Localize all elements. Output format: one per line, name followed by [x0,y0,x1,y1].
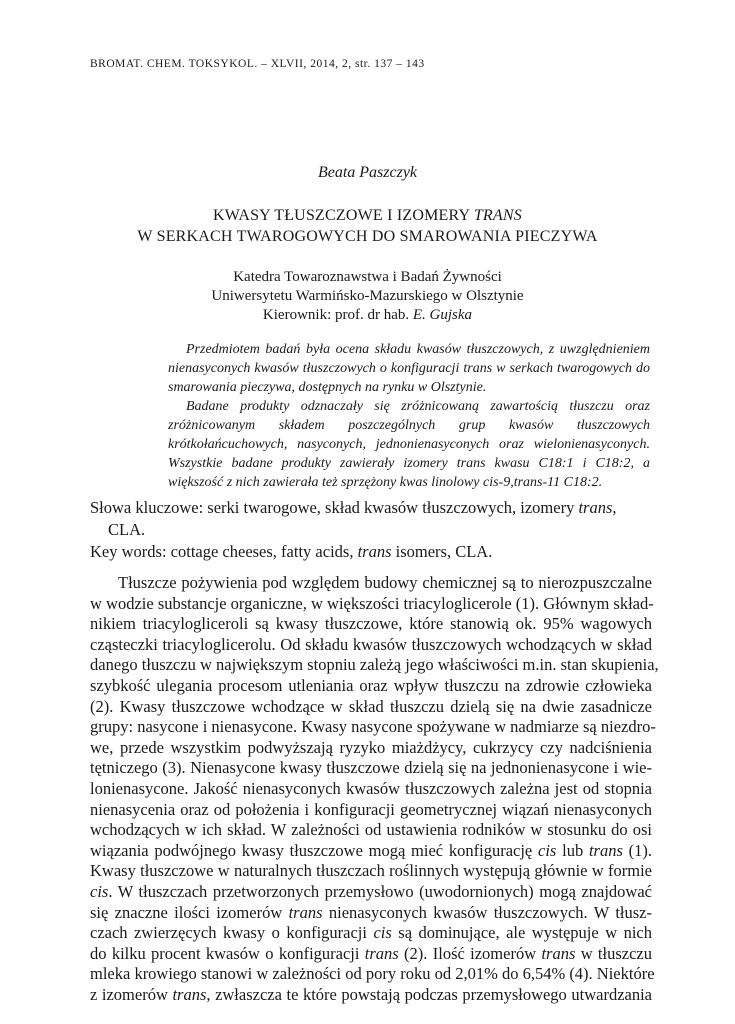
keywords-english: Key words: cottage cheeses, fatty acids, trans isomers, CLA. [90,542,493,561]
affiliation-department: Katedra Towaroznawstwa i Badań Żywności [233,269,502,285]
article-title [60,205,675,247]
text-line: nienasycenia oraz od położenia i konfiguracji geometrycznej wiązań nienasyconych [90,799,652,819]
text-line: grupy: nasycone i nienasycone. Kwasy nasycone spożywane w nadmiarze są niezdro- [90,717,656,737]
text-line: do kilku procent kwasów o konfiguracji trans (2). Ilość izomerów trans w tłuszczu [90,943,652,963]
text-line: cis. W tłuszczach przetworzonych przemysłowo (uwodornionych) mogą znajdować [90,881,652,901]
keywords-polish: Słowa kluczowe: serki twarogowe, skład kwasów tłuszczowych, izomery trans, CLA. [90,498,617,539]
affiliation-university: Uniwersytetu Warmińsko-Mazurskiego w Olsztynie [211,288,524,304]
abstract-paragraph: Przedmiotem badań była ocena składu kwasów tłuszczowych, z uwzględnieniem nienasyconych kwasów tłuszczowych o konfiguracji trans w serkach twarogowych do smarowania pieczywa, dostępnych na rynku w Olsztynie. [168,342,650,395]
text-line: danego tłuszczu w największym stopniu zależą jego właściwości m.in. stan skupienia, [90,655,659,675]
text-line: mleka krowiego stanowi w zależności od pory roku od 2,01% do 6,54% (4). Niektóre [90,964,655,984]
affiliation [0,268,735,325]
text-line: wchodzących w ich skład. W zależności od ustawienia rodników w stosunku do osi [90,820,652,840]
text-line: wiązania podwójnego kwasy tłuszczowe mogą mieć konfigurację cis lub trans (1). [90,840,653,860]
text-line: (2). Kwasy tłuszczowe wchodzące w skład tłuszczu dzielą się na dwie zasadnicze [90,696,652,716]
text-line: się znaczne ilości izomerów trans nienasyconych kwasów tłuszczowych. W tłusz- [90,902,652,922]
text-line: cząsteczki triacyloglicerolu. Od składu kwasów tłuszczowych wchodzących w skład [90,634,652,654]
affiliation-head: Kierownik: prof. dr hab. E. Gujska [262,307,473,323]
text-line: czach zwierzęcych kwasy o konfiguracji cis są dominujące, ale występuje w nich [90,923,652,943]
title-line-2: W SERKACH TWAROGOWYCH DO SMAROWANIA PIECZYWA [137,228,598,245]
text-line: tętniczego (3). Nienasycone kwasy tłuszczowe dzielą się na jednonienasycone i wie- [90,758,652,778]
abstract-paragraph: Badane produkty odznaczały się zróżnicowaną zawartością tłuszczu oraz zróżnicowanym składem poszczególnych grup kwasów tłuszczowych krótkołańcuchowych, nasyconych, jednonienasyconych oraz wielonienasyconych. Wszystkie badane produkty zawierały izomery trans kwasu C18:1 i C18:2, a większość z nich zawierała też sprzężony kwas linolowy cis-9,trans-11 C18:2. [168,399,650,490]
text-line: lonienasycone. Jakość nienasyconych kwasów tłuszczowych zależna jest od stopnia [90,778,652,798]
abstract [168,340,650,492]
text-line: Tłuszcze pożywienia pod względem budowy chemicznej są to nierozpuszczalne [118,573,652,592]
keywords [90,497,652,563]
text-line: w wodzie substancje organiczne, w większości triacyloglicerole (1). Głównym skład- [90,593,654,613]
body-paragraph [90,573,659,1005]
author-name: Beata Paszczyk [317,164,418,181]
text-line: szybkość ulegania procesom utleniania oraz wpływ tłuszczu na zdrowie człowieka [90,675,652,695]
text-line: Kwasy tłuszczowe w naturalnych tłuszczach roślinnych występują głównie w formie [90,861,652,881]
running-head: BROMAT. CHEM. TOKSYKOL. – XLVII, 2014, 2, str. 137 – 143 [90,58,425,70]
title-line-1: KWASY TŁUSZCZOWE I IZOMERY TRANS [213,207,522,224]
text-line: nikiem triacylogliceroli są kwasy tłuszczowe, które stanowią ok. 95% wagowych [90,614,652,634]
text-line: we, przede wszystkim podwyższają ryzyko miażdżycy, cukrzycy czy nadciśnienia [90,737,652,757]
text-line: z izomerów trans, zwłaszcza te które powstają podczas przemysłowego utwardzania [90,984,652,1004]
